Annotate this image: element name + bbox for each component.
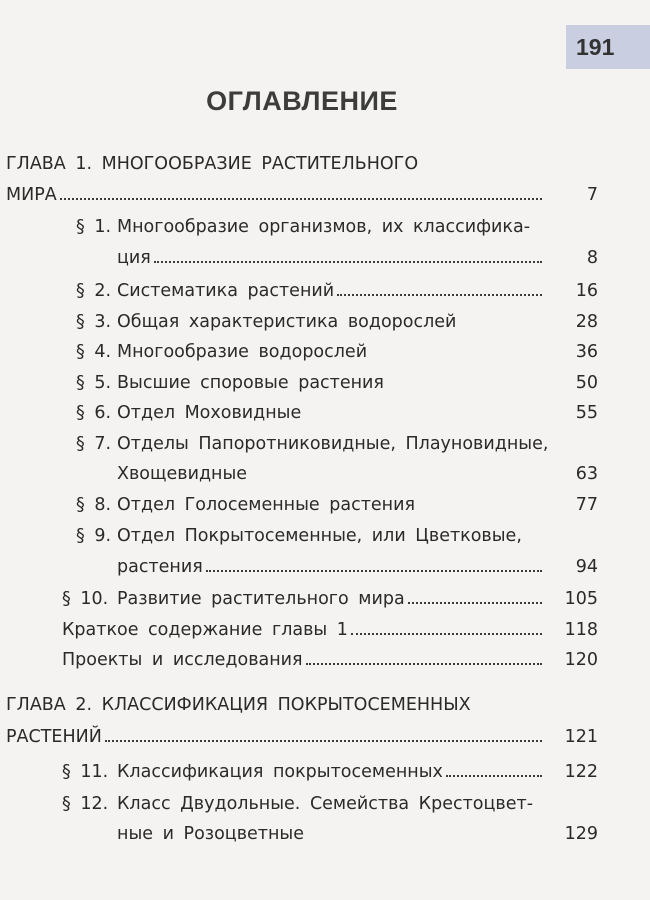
page-ref: 94 [575,557,598,577]
section-number: § 10. [62,589,109,609]
section-title-cont: ные и Розоцветные [117,824,305,844]
toc-item-1[interactable] [76,215,530,239]
page-ref: 50 [575,373,598,393]
page-ref: 28 [575,312,598,332]
page-ref: 63 [575,464,598,484]
chapter-1-heading-cont: МИРА [6,185,57,205]
section-number: § 4. [76,342,112,362]
toc-item-1-cont[interactable] [117,246,598,270]
section-title: Многообразие организмов, их классифика- [117,217,531,237]
toc-item-9-cont[interactable] [117,555,598,579]
page-ref: 120 [564,650,598,670]
section-title: Отдел Голосеменные растения [117,495,415,515]
leader-dots [60,198,542,200]
section-number: § 5. [76,373,112,393]
section-title: Отдел Покрытосеменные, или Цветковые, [117,526,522,546]
page-ref: 118 [564,620,598,640]
toc-item-2[interactable] [76,279,598,303]
section-title: Высшие споровые растения [117,373,384,393]
section-number: § 2. [76,281,112,301]
leader-dots [408,602,542,604]
section-number: § 12. [62,794,109,814]
projects-label: Проекты и исследования [62,650,303,670]
toc-item-6[interactable] [76,401,598,425]
page-ref: 122 [564,762,598,782]
section-number: § 6. [76,403,112,423]
toc-item-9[interactable] [76,524,522,548]
toc-item-8[interactable] [76,493,598,517]
section-number: § 11. [62,762,109,782]
page-ref: 77 [575,495,598,515]
section-title: Отделы Папоротниковидные, Плауновидные, [117,434,549,454]
toc-summary-1[interactable] [62,618,598,642]
section-title: Систематика растений [117,281,335,301]
page-ref: 129 [564,824,598,844]
section-number: § 9. [76,526,112,546]
toc-item-7-cont[interactable] [117,462,598,486]
toc-item-7[interactable] [76,432,548,456]
page-number-tab: 191 [566,25,650,69]
toc-item-10[interactable] [62,587,598,611]
section-title-cont: ция [117,248,151,268]
chapter-2-heading-cont: РАСТЕНИЙ [6,727,102,747]
toc-item-12-cont[interactable] [117,822,598,846]
section-title: Класс Двудольные. Семейства Крестоцвет- [117,794,534,814]
section-number: § 1. [76,217,112,237]
toc-item-11[interactable] [62,760,598,784]
section-number: § 8. [76,495,112,515]
page-ref: 121 [564,727,598,747]
section-title: Многообразие водорослей [117,342,368,362]
leader-dots [154,261,542,263]
leader-dots [206,570,542,572]
section-number: § 3. [76,312,112,332]
page-ref: 36 [575,342,598,362]
page-ref: 16 [575,281,598,301]
section-title: Общая характеристика водорослей [117,312,457,332]
leader-dots [105,740,542,742]
section-title: Отдел Моховидные [117,403,302,423]
toc-item-12[interactable] [62,792,533,816]
toc-item-4[interactable] [76,340,598,364]
page-title: ОГЛАВЛЕНИЕ [206,86,398,116]
toc-projects-1[interactable] [62,648,598,672]
leader-dots [306,663,542,665]
summary-label: Краткое содержание главы 1 [62,620,348,640]
section-title-cont: растения [117,557,203,577]
section-number: § 7. [76,434,112,454]
chapter-1-heading[interactable]: ГЛАВА 1. МНОГООБРАЗИЕ РАСТИТЕЛЬНОГО [6,154,419,174]
page-ref: 55 [575,403,598,423]
chapter-1-heading-row[interactable] [6,183,598,207]
section-title: Развитие растительного мира [117,589,405,609]
chapter-2-heading-row[interactable] [6,725,598,749]
page-ref: 7 [586,185,598,205]
leader-dots [337,294,542,296]
toc-item-5[interactable] [76,371,598,395]
section-title-cont: Хвощевидные [117,464,248,484]
section-title: Классификация покрытосеменных [117,762,443,782]
chapter-2-heading[interactable]: ГЛАВА 2. КЛАССИФИКАЦИЯ ПОКРЫТОСЕМЕННЫХ [6,695,471,715]
toc-item-3[interactable] [76,310,598,334]
page-ref: 105 [564,589,598,609]
leader-dots [351,633,542,635]
leader-dots [446,775,542,777]
page-ref: 8 [586,248,598,268]
